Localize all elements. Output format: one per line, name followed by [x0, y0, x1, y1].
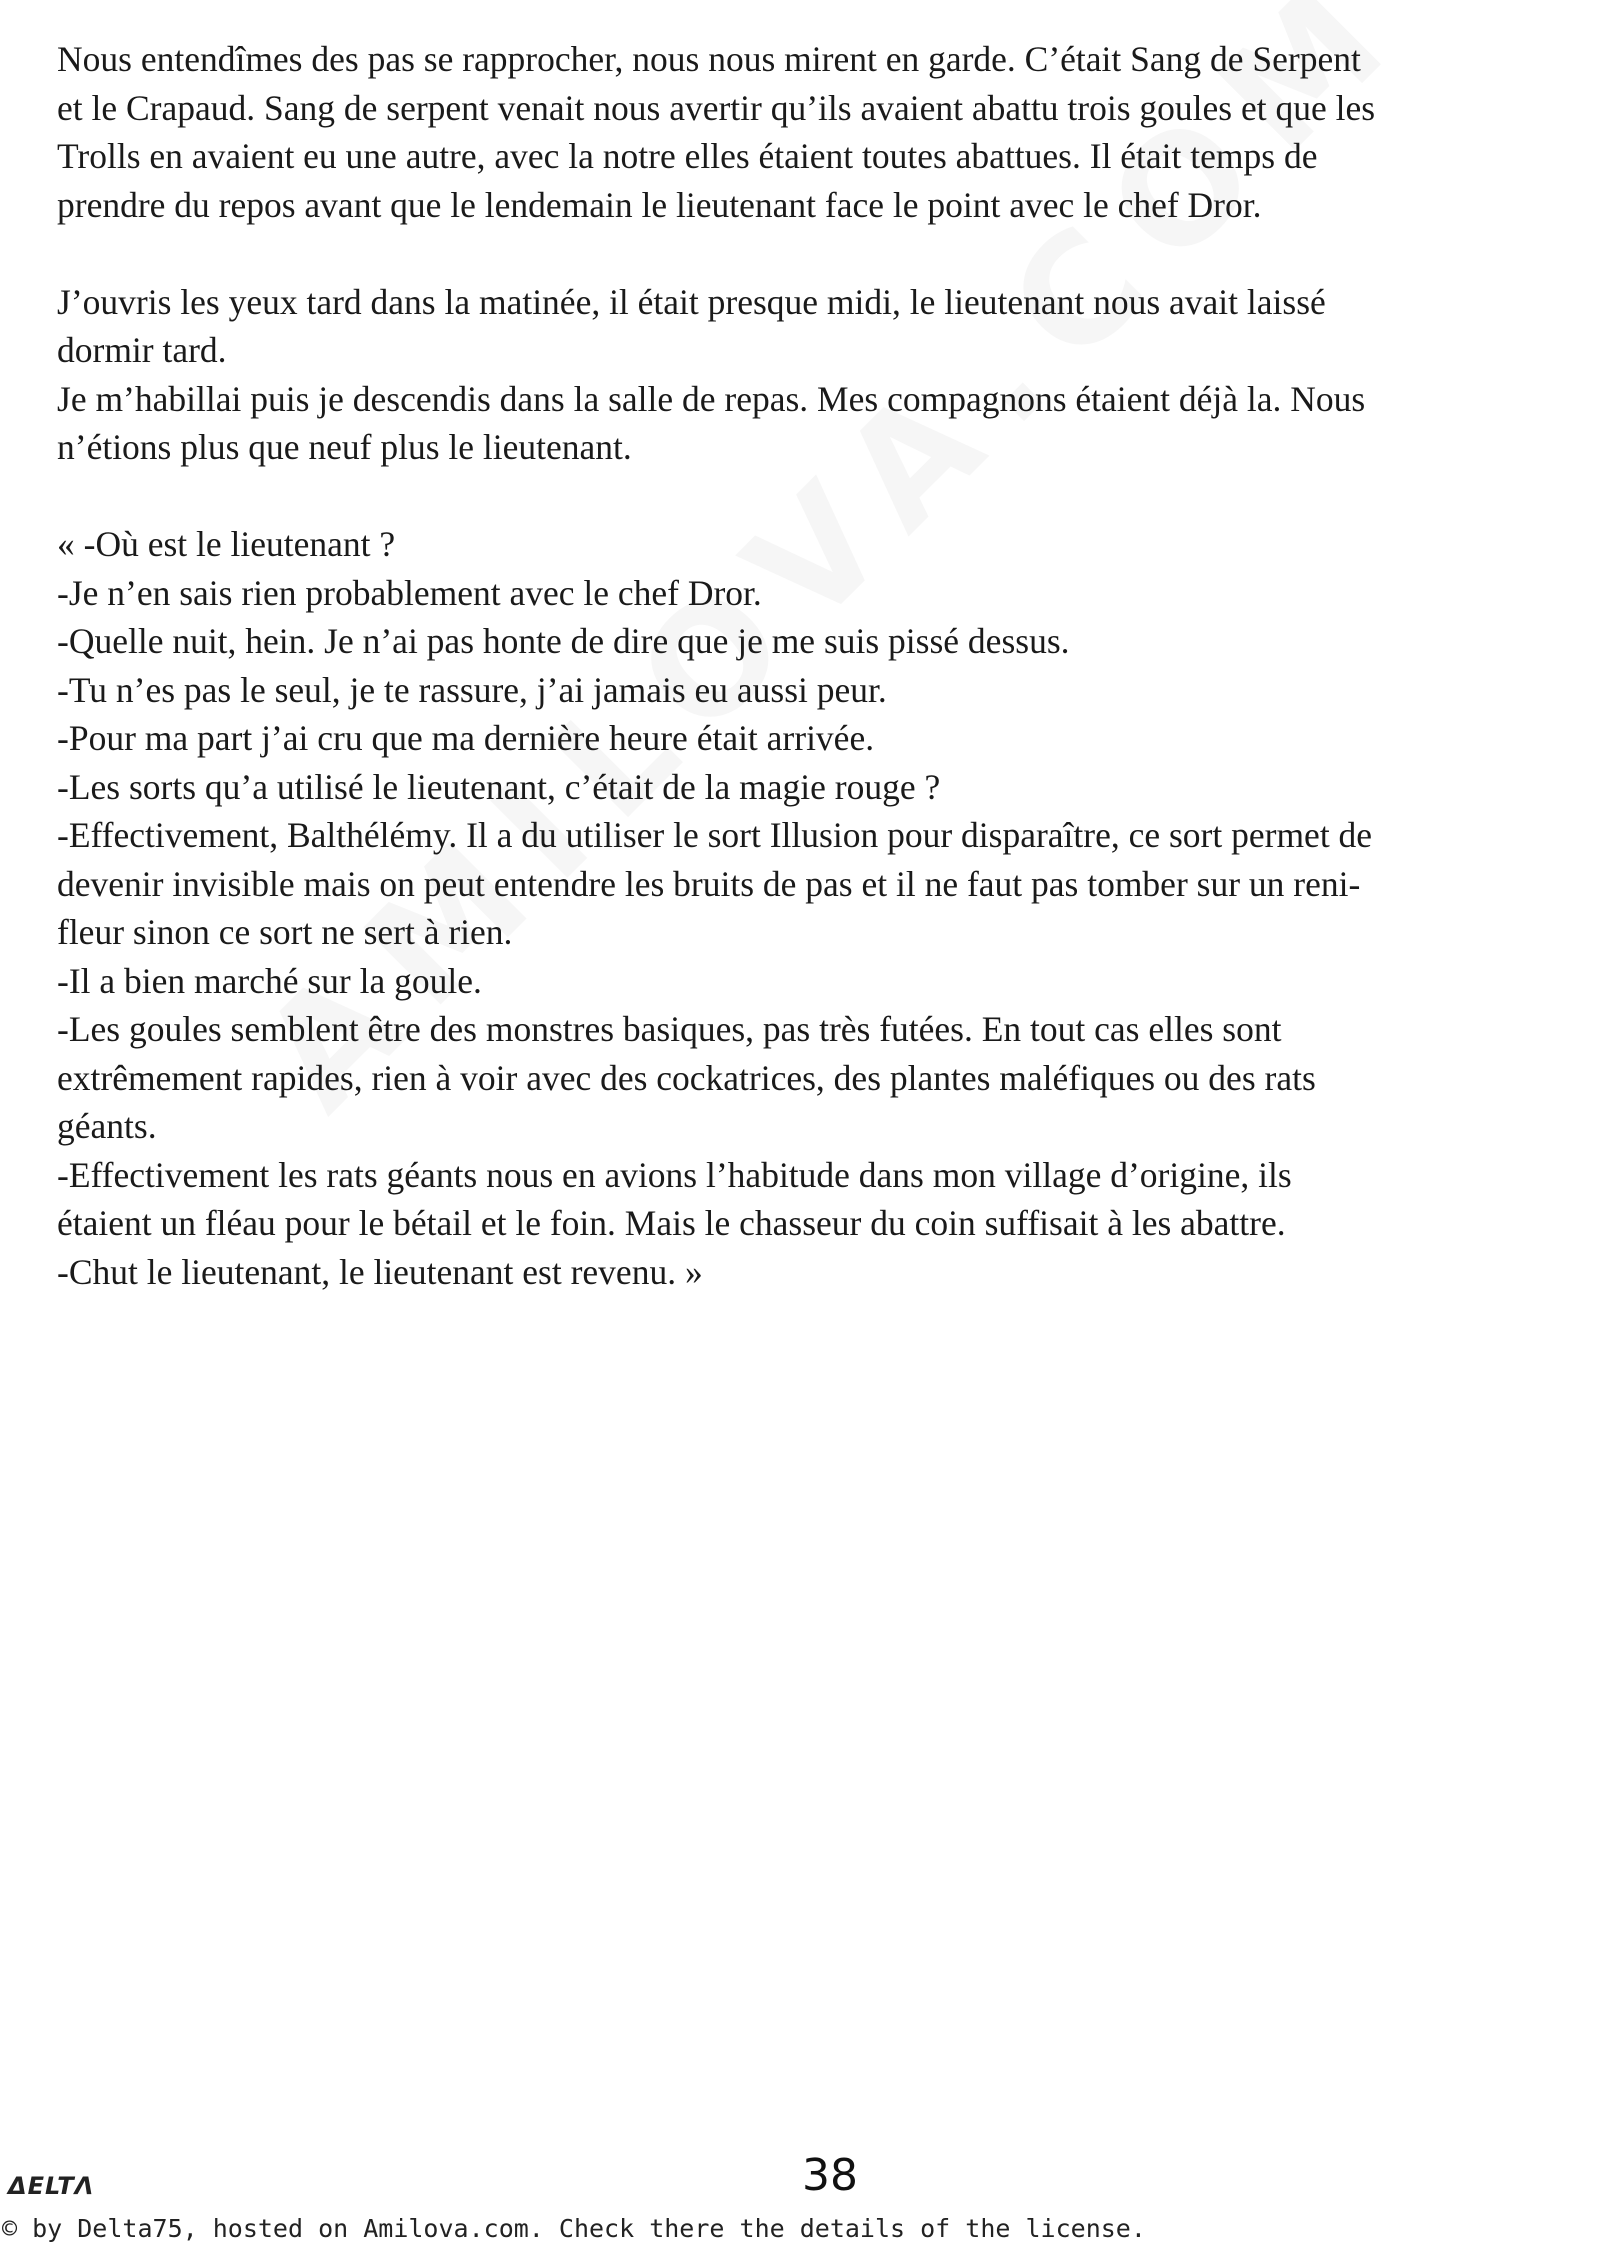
text-line: devenir invisible mais on peut entendre les bruits de pas et il ne faut pas tomber sur un reni- [57, 863, 1361, 904]
text-line: -Pour ma part j’ai cru que ma dernière heure était arrivée. [57, 718, 875, 758]
text-line: -Tu n’es pas le seul, je te rassure, j’ai jamais eu aussi peur. [57, 669, 887, 710]
text-line: et le Crapaud. Sang de serpent venait nous avertir qu’ils avaient abattu trois goules et que les [57, 87, 1376, 128]
text-line: Trolls en avaient eu une autre, avec la notre elles étaient toutes abattues. Il était temps de [57, 136, 1318, 176]
text-line: prendre du repos avant que le lendemain le lieutenant face le point avec le chef Dror. [57, 184, 1262, 225]
text-line: extrêmement rapides, rien à voir avec des cockatrices, des plantes maléfiques ou des rats [57, 1057, 1316, 1098]
text-line: -Les sorts qu’a utilisé le lieutenant, c’était de la magie rouge ? [57, 766, 941, 807]
delta-logo: ΔELTΛ [8, 2172, 95, 2200]
text-line: géants. [57, 1106, 157, 1146]
text-line: étaient un fléau pour le bétail et le foin. Mais le chasseur du coin suffisait à les abattre. [57, 1203, 1286, 1243]
paragraph-1 [57, 35, 1557, 229]
text-line: -Quelle nuit, hein. Je n’ai pas honte de dire que je me suis pissé dessus. [57, 621, 1070, 661]
paragraph-gap [57, 229, 1557, 278]
text-line: fleur sinon ce sort ne sert à rien. [57, 912, 513, 952]
text-line: Je m’habillai puis je descendis dans la salle de repas. Mes compagnons étaient déjà la. Nous [57, 378, 1366, 419]
story-text [57, 35, 1557, 1296]
text-line: Nous entendîmes des pas se rapprocher, nous nous mirent en garde. C’était Sang de Serpent [57, 39, 1361, 79]
text-line: -Effectivement les rats géants nous en avions l’habitude dans mon village d’origine, ils [57, 1154, 1292, 1195]
text-line: -Il a bien marché sur la goule. [57, 960, 482, 1001]
text-line: n’étions plus que neuf plus le lieutenant. [57, 427, 632, 467]
text-line: -Je n’en sais rien probablement avec le chef Dror. [57, 572, 762, 613]
page-number: 38 [802, 2150, 858, 2201]
text-line: « -Où est le lieutenant ? [57, 524, 396, 564]
text-line: dormir tard. [57, 330, 227, 370]
text-line: -Chut le lieutenant, le lieutenant est revenu. » [57, 1251, 703, 1292]
text-line: -Les goules semblent être des monstres basiques, pas très futées. En tout cas elles sont [57, 1009, 1282, 1049]
paragraph-gap [57, 472, 1557, 521]
text-line: J’ouvris les yeux tard dans la matinée, il était presque midi, le lieutenant nous avait laissé [57, 281, 1326, 322]
dialogue [57, 520, 1557, 1296]
paragraph-2 [57, 278, 1557, 472]
license-notice: © by Delta75, hosted on Amilova.com. Check there the details of the license. [2, 2214, 1146, 2243]
text-line: -Effectivement, Balthélémy. Il a du utiliser le sort Illusion pour disparaître, ce sort permet de [57, 815, 1373, 855]
